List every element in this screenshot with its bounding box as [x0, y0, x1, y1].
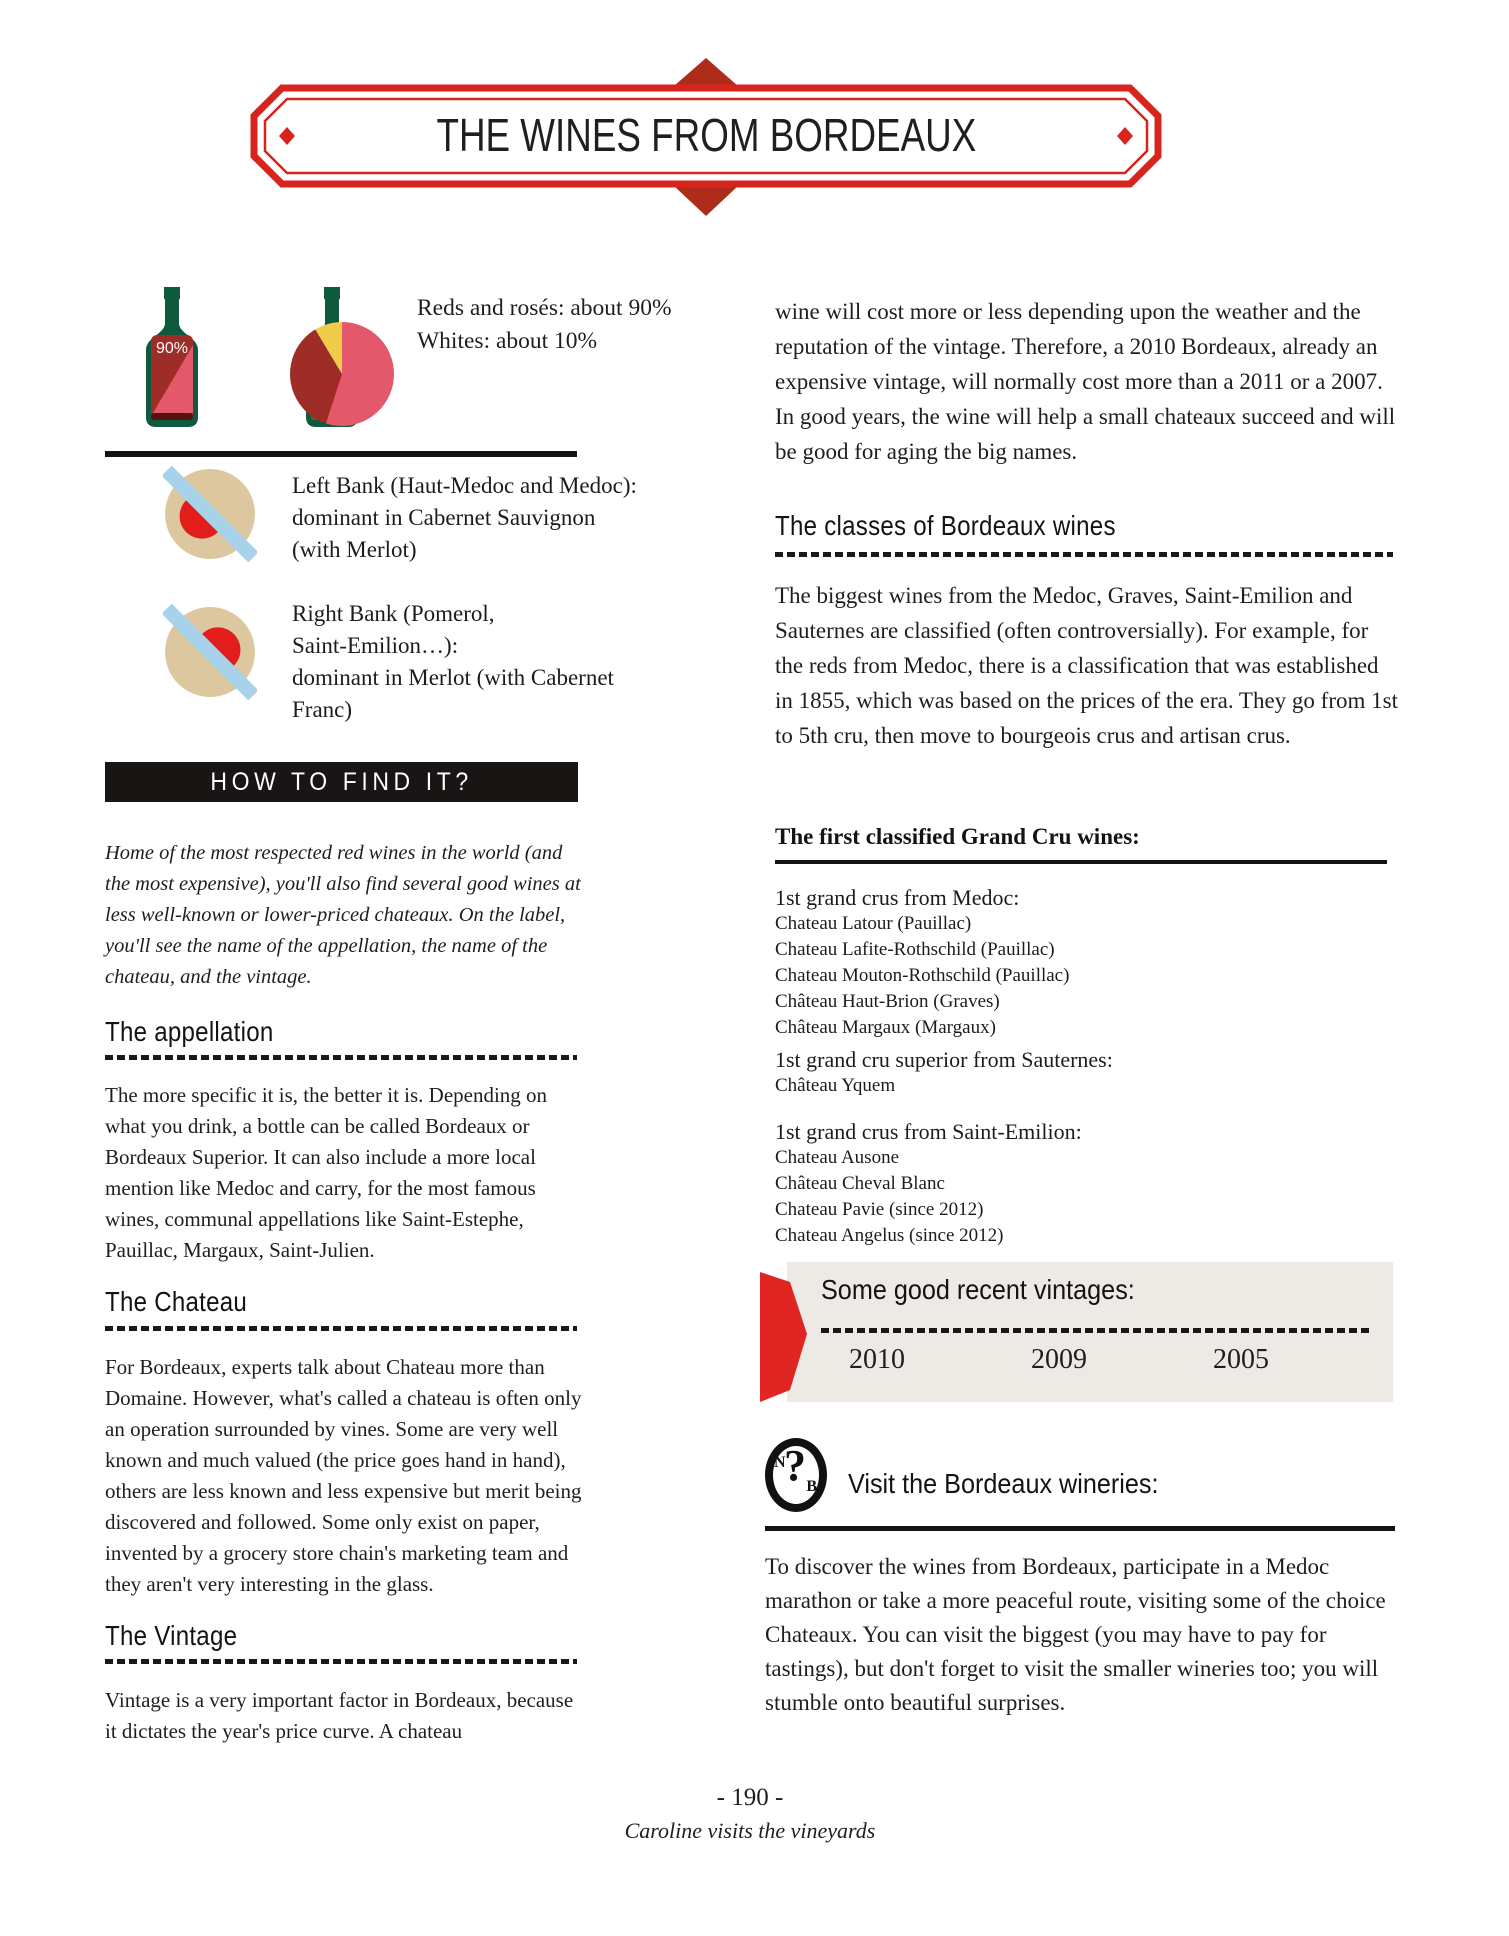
grand-cru-group-saint-emilion	[775, 1118, 1395, 1249]
grand-cru-item: Château Cheval Blanc	[775, 1173, 945, 1194]
good-vintages-box	[787, 1262, 1393, 1402]
right-bank-text	[292, 598, 614, 726]
reds-split-line: Reds and rosés: about 90%	[417, 295, 672, 321]
grand-cru-item: Château Margaux (Margaux)	[775, 1017, 996, 1038]
grand-cru-item: Château Yquem	[775, 1075, 896, 1096]
nota-bene-icon	[765, 1438, 827, 1512]
nb-question-mark: ?	[784, 1441, 806, 1490]
page-title-text: THE WINES FROM BORDEAUX	[436, 109, 976, 161]
section-title-classes	[775, 510, 1171, 542]
grand-cru-rule	[775, 860, 1387, 864]
left-bank-line: (with Merlot)	[292, 537, 417, 562]
grand-cru-group-label: 1st grand crus from Medoc:	[775, 885, 1020, 910]
grand-cru-group-sauternes	[775, 1046, 1395, 1099]
right-bank-line: dominant in Merlot (with Cabernet	[292, 665, 614, 690]
grand-cru-item: Chateau Lafite-Rothschild (Pauillac)	[775, 939, 1055, 960]
dashed-rule	[105, 1659, 577, 1664]
how-to-find-it-intro: Home of the most respected red wines in the world (and the most expensive), you'll also find several good wines at less well-known or lower-priced chateaux. On the label, you'll see the name of the appellation, the name of the chateau, and the vintage.	[105, 842, 581, 988]
dashed-rule	[105, 1055, 577, 1060]
chateau-paragraph: For Bordeaux, experts talk about Chateau more than Domaine. However, what's called a chateau is often only an operation surrounded by vines. Some are very well known and much valued (the price goes hand in hand), others are less known and less expensive but merit being discovered and followed. Some only exist on paper, invented by a grocery store chain's marketing team and they aren't very interesting in the glass.	[105, 1355, 582, 1596]
right-bank-map-icon	[163, 604, 257, 700]
dashed-rule	[775, 552, 1393, 557]
whites-split-line: Whites: about 10%	[417, 328, 598, 354]
vintage-year: 2005	[1213, 1344, 1269, 1375]
classes-paragraph: The biggest wines from the Medoc, Graves, Saint-Emilion and Sauternes are classified (often controversially). For example, for the reds from Medoc, there is a classification that was established in 1855, which was based on the prices of the era. They go from 1st to 5th cru, then move to bourgeois crus and artisan crus.	[775, 583, 1398, 748]
vintage-years-row	[821, 1344, 1369, 1376]
red-wine-bottle-icon	[146, 287, 198, 427]
how-to-find-it-title: HOW TO FIND IT?	[210, 767, 473, 796]
section-title-chateau	[105, 1286, 270, 1318]
appellation-paragraph: The more specific it is, the better it is. Depending on what you drink, a bottle can be called Bordeaux or Bordeaux Superior. It can also include a more local mention like Medoc and carry, for the most famous wines, communal appellations like Saint-Estephe, Pauillac, Margaux, Saint-Julien.	[105, 1083, 548, 1262]
production-pie-chart	[290, 322, 394, 426]
wineries-rule	[765, 1526, 1395, 1531]
grand-cru-item: Chateau Angelus (since 2012)	[775, 1225, 1004, 1246]
wineries-heading	[848, 1468, 1193, 1500]
dashed-rule	[105, 1326, 577, 1331]
left-bank-line: dominant in Cabernet Sauvignon	[292, 505, 596, 530]
book-title-footer: Caroline visits the vineyards	[624, 1818, 876, 1843]
banner-top-diamond	[674, 58, 738, 86]
dashed-rule	[821, 1328, 1369, 1333]
vintage-paragraph: Vintage is a very important factor in Bordeaux, because it dictates the year's price curve. A chateau	[105, 1688, 574, 1743]
grand-cru-item: Château Haut-Brion (Graves)	[775, 991, 1000, 1012]
wineries-paragraph: To discover the wines from Bordeaux, participate in a Medoc marathon or take a more peaceful route, visiting some of the choice Chateaux. You can visit the biggest (you may have to pay for tastings), but don't forget to visit the smaller wineries too; you will stumble onto beautiful surprises.	[765, 1554, 1386, 1715]
page-number: - 190 -	[716, 1784, 784, 1811]
good-vintages-title-text: Some good recent vintages:	[821, 1274, 1135, 1305]
grand-cru-item: Chateau Pavie (since 2012)	[775, 1199, 984, 1220]
section-title-text: The classes of Bordeaux wines	[775, 510, 1116, 541]
nb-letter-n: N	[774, 1454, 786, 1471]
section-title-text: The Vintage	[105, 1620, 238, 1651]
left-bank-map-icon	[163, 466, 257, 562]
banner-bottom-diamond	[674, 186, 738, 216]
left-bank-text	[292, 470, 637, 566]
how-to-find-it-banner	[105, 762, 578, 802]
page-title	[250, 108, 1162, 162]
grand-cru-group-label: 1st grand cru superior from Sauternes:	[775, 1047, 1113, 1072]
section-title-text: The appellation	[105, 1016, 274, 1047]
grand-cru-item: Chateau Latour (Pauillac)	[775, 913, 972, 934]
right-bank-line: Saint-Emilion…):	[292, 633, 459, 658]
section-title-vintage	[105, 1620, 259, 1652]
right-bank-line: Franc)	[292, 697, 353, 722]
vintages-arrow-icon	[760, 1272, 808, 1402]
right-intro-paragraph: wine will cost more or less depending upon the weather and the reputation of the vintage. Therefore, a 2010 Bordeaux, already an expensive vintage, will normally cost more than a 2011 or a 2007. In good years, the wine will help a small chateaux succeed and will be good for aging the big names.	[775, 299, 1396, 464]
nb-letter-b: B	[806, 1478, 817, 1495]
red-bottle-percent-label: 90%	[155, 340, 189, 357]
right-bank-line: Right Bank (Pomerol,	[292, 601, 495, 626]
left-bank-line: Left Bank (Haut-Medoc and Medoc):	[292, 473, 637, 498]
wineries-heading-text: Visit the Bordeaux wineries:	[848, 1468, 1159, 1499]
left-column-divider	[105, 451, 577, 457]
grand-cru-heading: The first classified Grand Cru wines:	[775, 824, 1140, 849]
grand-cru-item: Chateau Ausone	[775, 1147, 900, 1168]
vintage-year: 2009	[1031, 1344, 1087, 1375]
good-vintages-title	[821, 1274, 1170, 1306]
section-title-text: The Chateau	[105, 1286, 248, 1317]
grand-cru-group-label: 1st grand crus from Saint-Emilion:	[775, 1119, 1082, 1144]
section-title-appellation	[105, 1016, 301, 1048]
grand-cru-group-medoc	[775, 884, 1395, 1041]
vintage-year: 2010	[849, 1344, 905, 1375]
production-split-text	[417, 292, 672, 358]
grand-cru-item: Chateau Mouton-Rothschild (Pauillac)	[775, 965, 1070, 986]
